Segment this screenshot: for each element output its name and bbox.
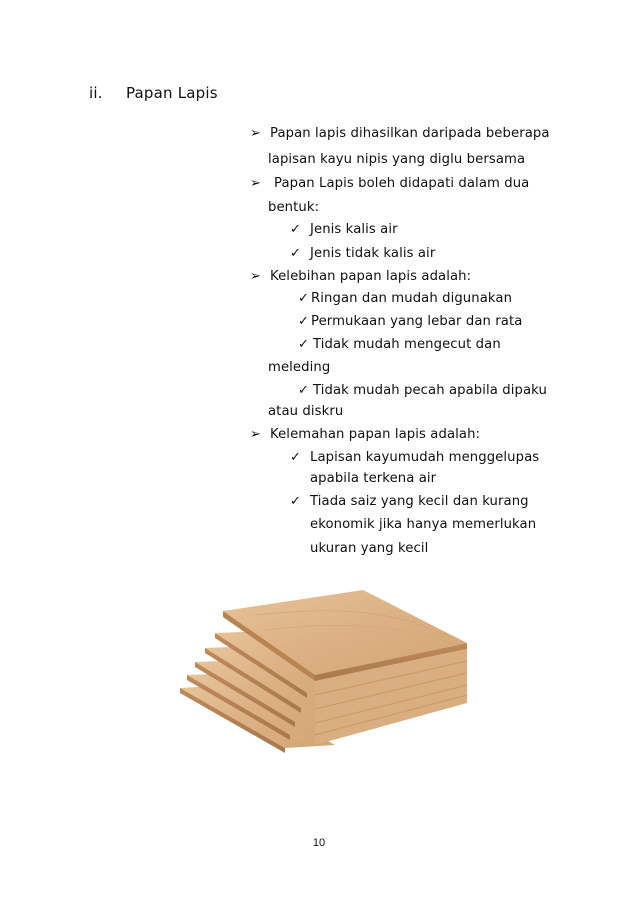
subbullet-text: Jenis tidak kalis air: [310, 246, 436, 261]
subbullet-text: Tidak mudah mengecut dan: [313, 337, 501, 352]
subbullet-text: meleding: [268, 360, 331, 375]
arrowhead-bullet-icon: ➢: [250, 269, 261, 284]
arrowhead-bullet-icon: ➢: [250, 176, 261, 191]
checkmark-icon: ✓: [298, 337, 309, 352]
subbullet-text: Jenis kalis air: [310, 222, 398, 237]
arrowhead-bullet-icon: ➢: [250, 427, 261, 442]
bullet-text: bentuk:: [268, 200, 320, 215]
checkmark-icon: ✓: [290, 222, 301, 237]
subbullet-text: atau diskru: [268, 404, 344, 419]
checkmark-icon: ✓: [290, 450, 301, 465]
subbullet-text: apabila terkena air: [310, 471, 437, 486]
section-number: ii.: [89, 84, 103, 102]
subbullet-text: Tiada saiz yang kecil dan kurang: [310, 494, 529, 509]
subbullet-text: Ringan dan mudah digunakan: [311, 291, 513, 306]
bullet-text: Kelebihan papan lapis adalah:: [270, 269, 472, 284]
checkmark-icon: ✓: [298, 383, 309, 398]
checkmark-icon: ✓: [298, 314, 309, 329]
checkmark-icon: ✓: [290, 246, 301, 261]
bullet-text: Kelemahan papan lapis adalah:: [270, 427, 481, 442]
plywood-stack-image: [175, 585, 475, 755]
subbullet-text: ukuran yang kecil: [310, 541, 429, 556]
bullet-text: Papan Lapis boleh didapati dalam dua: [274, 176, 530, 191]
bullet-text: lapisan kayu nipis yang diglu bersama: [268, 152, 526, 167]
subbullet-text: Lapisan kayumudah menggelupas: [310, 450, 540, 465]
section-heading: [89, 84, 218, 102]
bullet-text: Papan lapis dihasilkan daripada beberapa: [270, 126, 550, 141]
arrowhead-bullet-icon: ➢: [250, 126, 261, 141]
page-number: 10: [312, 837, 326, 849]
subbullet-text: Permukaan yang lebar dan rata: [311, 314, 523, 329]
section-title: Papan Lapis: [125, 84, 218, 102]
subbullet-text: Tidak mudah pecah apabila dipaku: [313, 383, 547, 398]
checkmark-icon: ✓: [290, 494, 301, 509]
checkmark-icon: ✓: [298, 291, 309, 306]
subbullet-text: ekonomik jika hanya memerlukan: [310, 517, 537, 532]
